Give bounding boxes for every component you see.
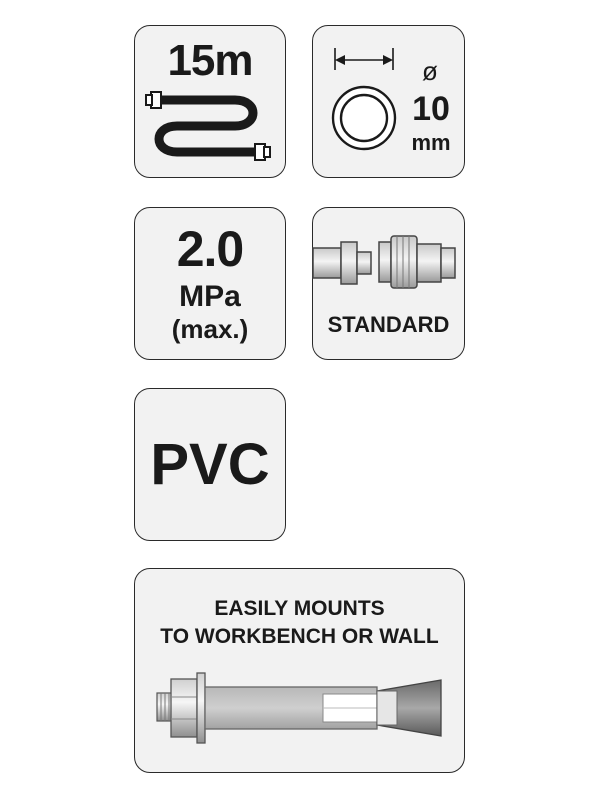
length-value: 15m [167,36,253,85]
hose-coil-icon [135,26,287,179]
quick-coupler-icon [313,208,466,361]
material-card [134,388,286,541]
pressure-value: 2.0 [176,221,244,277]
mount-card [134,568,465,773]
pressure-card [134,207,286,360]
diameter-card [312,25,465,178]
diameter-value: 10 [412,90,450,128]
anchor-bolt-icon [135,569,466,774]
mount-line1: EASILY MOUNTS [214,597,385,620]
diameter-unit: mm [411,130,451,155]
pressure-qualifier: (max.) [171,314,249,344]
length-card [134,25,286,178]
diameter-symbol: ø [422,56,438,86]
mount-line2: TO WORKBENCH OR WALL [160,625,439,648]
coupling-card [312,207,465,360]
coupling-label: STANDARD [327,312,450,337]
pressure-unit: MPa [179,280,241,313]
material-label: PVC [150,432,270,497]
